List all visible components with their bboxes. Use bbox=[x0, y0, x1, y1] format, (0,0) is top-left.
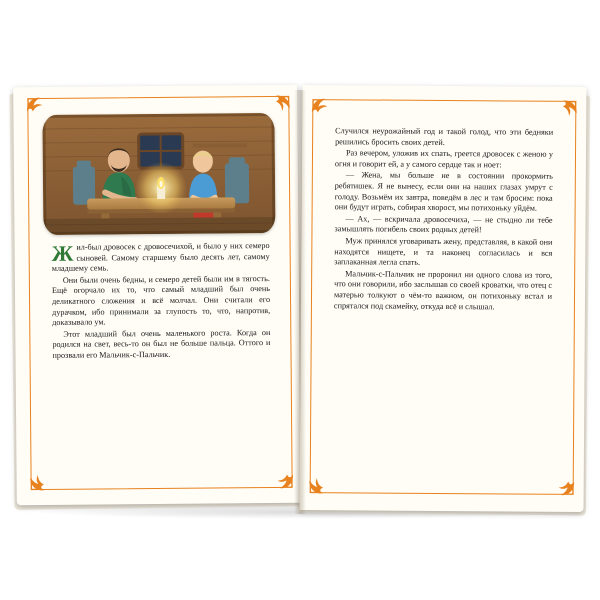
paragraph: Они были очень бедны, и семеро детей были им в тягость. Ещё огорчало их то, что самый младший был очень деликатного сложения и всё молчал. Они считали его дурачком, ибо принимали за глупость то, что, напротив, доказывало ум. bbox=[51, 273, 271, 328]
left-page-content bbox=[40, 107, 279, 479]
paragraph bbox=[52, 241, 270, 275]
right-page bbox=[300, 85, 587, 512]
left-page-text bbox=[42, 241, 279, 362]
page-watermark bbox=[81, 411, 281, 439]
paragraph: Этот младший был очень маленького роста. Когда он родился на свет, весь-то он был не больше пальца. Оттого и прозвали его Мальчик-с-Пальчик. bbox=[52, 327, 271, 360]
drop-cap: Ж bbox=[51, 240, 74, 266]
right-page-content bbox=[323, 110, 564, 484]
paragraph: — Жена, мы больше не в состоянии прокормить ребятишек. Я не вынесу, если они на наших глазах умрут с голоду. Возьмём их завтра, поведём в лес и там бросим: пока они будут играть, собирая хворост, мы потихоньку уйдём. bbox=[334, 170, 553, 213]
left-page-border bbox=[27, 96, 292, 490]
paragraph: — Ах, — вскричала дровосечиха, — не стыдно ли тебе замышлять погибель своих родных детей! bbox=[334, 214, 553, 235]
story-illustration bbox=[42, 113, 275, 235]
paragraph-text: ил-был дровосек с дровосечихой, и было у них семеро сыновей. Самому старшему было десять лет, самому младшему семь. bbox=[51, 241, 270, 274]
book-gutter bbox=[294, 90, 306, 514]
left-page bbox=[13, 85, 301, 505]
paragraph: Случился неурожайный год и такой голод, что эти бедняки решились бросить своих детей. bbox=[335, 126, 554, 147]
illustration-artwork bbox=[42, 113, 275, 235]
open-book bbox=[8, 86, 592, 521]
right-page-border bbox=[310, 99, 577, 495]
paragraph: Мальчик-с-Пальчик не проронил ни одного слова из того, что они говорили, ибо заслышав со своей кроватки, что отец с матерью толкуют о чём-то важном, он потихоньку встал и спрятался под скамейку, откуда всё и слышал. bbox=[333, 269, 553, 311]
paragraph: Муж принялся уговаривать жену, представляя, в какой они находятся нищете, и та наконец согласилась и вся заплаканная легла спать. bbox=[334, 236, 553, 267]
right-page-text bbox=[324, 110, 563, 313]
paragraph: Раз вечером, уложив их спать, греется дровосек с женою у огня и говорит ей, а у самого сердце так и ноет: bbox=[334, 148, 554, 170]
